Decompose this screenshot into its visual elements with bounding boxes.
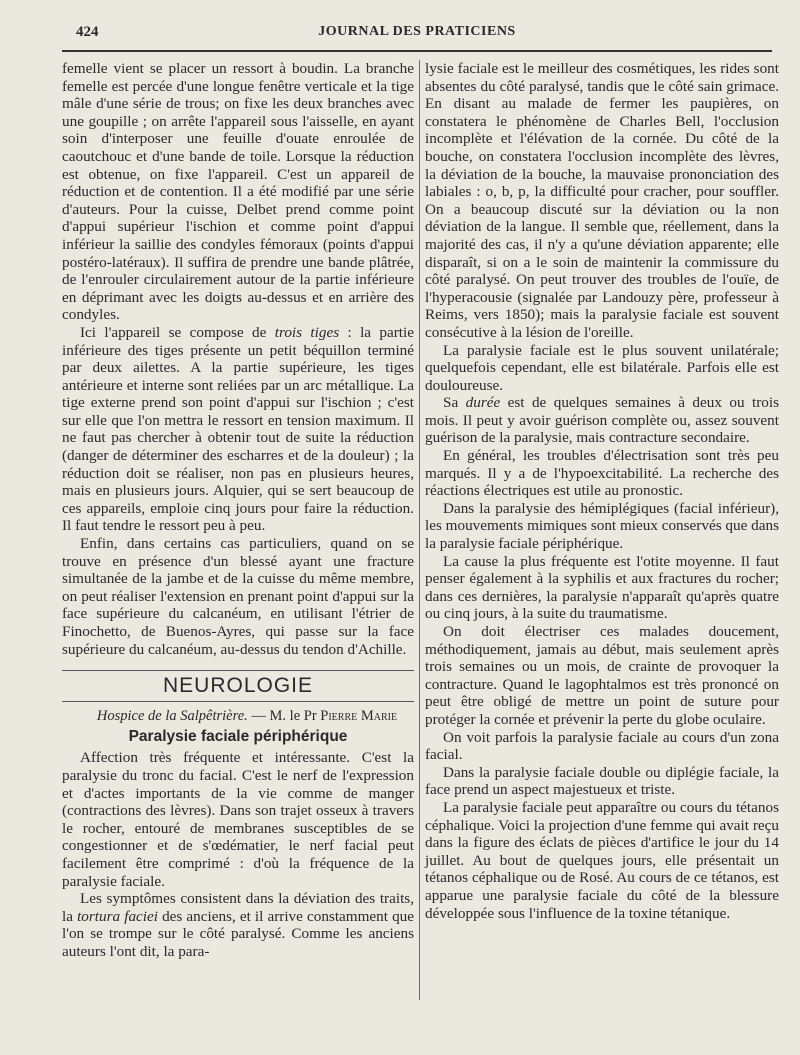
column-divider bbox=[419, 60, 420, 1000]
paragraph: femelle vient se placer un ressort à boudin. La branche femelle est percée d'une longue fenêtre verticale et la tige mâle d'une série de trous; on fixe les deux branches avec une goupille ; on arrête l'appareil sous l'aisselle, en ayant soin d'interposer une feuille d'ouate enroulée de caoutchouc et d'une bande de toile. Lorsque la réduction est obtenue, on fixe l'appareil. C'est un appareil de réduction et de contention. Il a été modifié par une série d'auteurs. Pour la cuisse, Delbet prend comme point d'appui supérieur l'ischion et comme point d'appui inférieur la saillie des condyles fémoraux (points d'appui postéro-latéraux). Il suffira de prendre une bande plâtrée, de l'enrouler circulairement autour de la partie inférieure en déprimant avec les doigts au-dessus et en arrière des condyles. bbox=[62, 60, 414, 324]
paragraph: La cause la plus fréquente est l'otite moyenne. Il faut penser également à la syphilis et aux fractures du rocher; dans ces dernières, la paralysie n'apparaît qu'après quatre ou cinq jours, à la suite du traumatisme. bbox=[425, 552, 779, 623]
emphasis: trois tiges bbox=[274, 323, 340, 341]
paragraph: Dans la paralysie des hémiplégiques (facial inférieur), les mouvements mimiques sont mieux conservés que dans la paralysie faciale périphérique. bbox=[425, 499, 779, 553]
paragraph: On doit électriser ces malades doucement, méthodiquement, jamais au début, mais seulement après trois semaines ou un mois, de crainte de provoquer la contracture. Quand le lagophtalmos est très prononcé on peut être obligé de mettre un point de suture pour protéger la cornée et prévenir la perte du globe oculaire. bbox=[425, 623, 779, 728]
byline bbox=[62, 708, 414, 726]
paragraph: En général, les troubles d'électrisation sont très peu marqués. Il y a de l'hypoexcitabilité. La recherche des réactions électriques est utile au pronostic. bbox=[425, 447, 779, 500]
paragraph: La paralysie faciale est le plus souvent unilatérale; quelquefois cependant, elle est bilatérale. Parfois elle est douloureuse. bbox=[425, 341, 779, 394]
paragraph: On voit parfois la paralysie faciale au cours d'un zona facial. bbox=[425, 728, 779, 764]
article-title: Paralysie faciale périphérique bbox=[128, 727, 348, 745]
text-run: : la partie inférieure des tiges présente un petit béquillon terminé par deux ailettes. A la partie supérieure, les tiges antérieure et interne sont reliées par un arc métallique. La tige externe prend son point d'appui sur l'ischion ; c'est sur elle que l'on mettra le ressort en tension maximum. Il ne faut pas chercher à obtenir tout de suite la réduction (danger de déterminer des escharres et de la douleur) ; la réduction doit se réaliser, non pas en plusieurs heures, mais en plusieurs jours. Alquier, qui se sert beaucoup de ces appareils, emploie cinq jours pour faire la réduction. Il faut tendre le ressort peu à peu. bbox=[62, 323, 414, 535]
page-number: 424 bbox=[76, 24, 99, 40]
paragraph: La paralysie faciale peut apparaître ou cours du tétanos céphalique. Voici la projection d'une femme qui avait reçu dans la figure des éclats de pièces d'artifice le jour du 14 juillet. Au bout de quelques jours, elle présentait un tétanos céphalique ou de Rosé. Au cours de ce tétanos, est apparue une paralysie faciale du côté de la blessure développée sous l'influence de la toxine tétanique. bbox=[425, 798, 779, 922]
paragraph: lysie faciale est le meilleur des cosmétiques, les rides sont absentes du côté paralysé, tandis que le côté sain grimace. En disant au malade de fermer les paupières, on constatera le phénomène de Charles Bell, l'occlusion incomplète et l'élévation de la cornée. Du côté de la bouche, on constatera l'occlusion incomplète des lèvres, la déviation de la bouche, la mauvaise prononciation des labiales : o, b, p, la difficulté pour cracher, pour souffler. On a beaucoup discuté sur la déviation ou la non déviation de la langue. Il semble que, réellement, dans la majorité des cas, il n'y a qu'une déviation apparente; elle disparaît, si on a le soin de maintenir la commissure du côté paralysé. On peut trouver des troubles de l'ouïe, de l'hyperacousie (signalée par Landouzy père, professeur à Reims, vers 1850); mais la paralysie faciale est souvent consécutive à la lésion de l'oreille. bbox=[425, 60, 779, 341]
running-title: JOURNAL DES PRATICIENS bbox=[318, 24, 516, 39]
paragraph bbox=[62, 324, 414, 535]
text-run: des anciens, et il arrive constamment que l'on se trompe sur le côté paralysé. Comme les anciens auteurs l'ont dit, la para- bbox=[62, 907, 414, 960]
page-header bbox=[62, 22, 772, 46]
author-name: Pierre Marie bbox=[320, 708, 398, 725]
institution: Hospice de la Salpêtrière. bbox=[96, 708, 248, 725]
text-run: est de quelques semaines à deux ou trois mois. Il peut y avoir guérison complète ou, assez souvent guérison de la paralysie, mais contracture secondaire. bbox=[425, 394, 779, 447]
text-run: Ici l'appareil se compose de bbox=[80, 323, 275, 341]
emphasis: durée bbox=[465, 394, 501, 412]
header-rule bbox=[62, 50, 772, 52]
byline-separator: — M. le Pr bbox=[247, 708, 321, 725]
paragraph bbox=[62, 890, 414, 960]
text-run: Sa bbox=[443, 394, 466, 412]
text-run: Les symptômes consistent dans la déviation des traits, la bbox=[62, 890, 414, 925]
paragraph bbox=[425, 394, 779, 447]
paragraph: Dans la paralysie faciale double ou diplégie faciale, la face prend un aspect majestueux et triste. bbox=[425, 763, 779, 799]
paragraph: Affection très fréquente et intéressante. C'est la paralysie du tronc du facial. C'est le nerf de l'expression et d'actes importants de la vie comme de manger (contractions des lèvres). Dans son trajet osseux à travers le rocher, entouré de membranes susceptibles de se congestionner et de s'œdématier, le nerf facial peut facilement être comprimé : d'où la fréquence de la paralysie faciale. bbox=[62, 749, 414, 890]
right-column bbox=[425, 60, 779, 922]
emphasis: tortura faciei bbox=[77, 907, 158, 925]
paragraph: Enfin, dans certains cas particuliers, quand on se trouve en présence d'un blessé ayant une fracture simultanée de la jambe et de la cuisse du même membre, on peut réaliser l'extension en prenant point d'appui sur la face supérieure du calcanéum, en utilisant l'étrier de Finochetto, de Buenos-Ayres, qui passe sur la face supérieure du calcanéum, au-dessus du tendon d'Achille. bbox=[62, 535, 414, 658]
left-column bbox=[62, 60, 414, 961]
section-heading: NEUROLOGIE bbox=[62, 670, 414, 702]
